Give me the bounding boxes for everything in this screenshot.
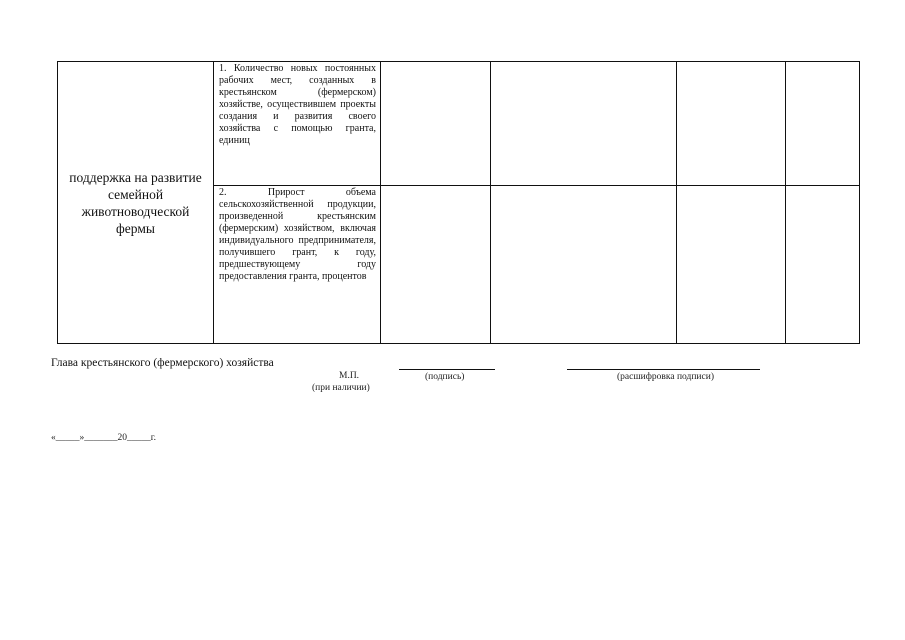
indicator-cell xyxy=(214,62,381,186)
empty-cell xyxy=(491,62,677,186)
empty-cell xyxy=(381,62,491,186)
empty-cell xyxy=(381,186,491,344)
table-row xyxy=(58,62,860,186)
sign-caption: (подпись) xyxy=(425,372,465,382)
empty-cell xyxy=(677,62,786,186)
date-line: «_____»_______20_____г. xyxy=(51,433,156,443)
decode-line xyxy=(567,369,760,370)
empty-cell xyxy=(786,62,860,186)
project-name: поддержка на развитие семейной животноводческой фермы xyxy=(69,169,202,236)
decode-caption: (расшифровка подписи) xyxy=(617,372,714,382)
indicator-1-text: 1. Количество новых постоянных рабочих мест, созданных в крестьянском (фермерском) хозяйстве, осуществившем проекты создания и развития своего хозяйства с помощью гранта, единиц xyxy=(219,63,376,146)
project-name-cell xyxy=(58,62,214,344)
indicator-2-text: 2. Прирост объема сельскохозяйственной продукции, произведенной крестьянским (фермерским) хозяйством, включая индивидуального предпринимателя, получившего грант, к году, предшествующему году предоставления гранта, процентов xyxy=(219,187,376,282)
signature-line xyxy=(399,369,495,370)
empty-cell xyxy=(677,186,786,344)
head-label: Глава крестьянского (фермерского) хозяйства xyxy=(51,357,274,369)
empty-cell xyxy=(491,186,677,344)
mp-label: М.П. xyxy=(339,371,360,381)
indicator-cell xyxy=(214,186,381,344)
mp-note: (при наличии) xyxy=(312,383,370,393)
indicators-table xyxy=(57,61,860,344)
empty-cell xyxy=(786,186,860,344)
